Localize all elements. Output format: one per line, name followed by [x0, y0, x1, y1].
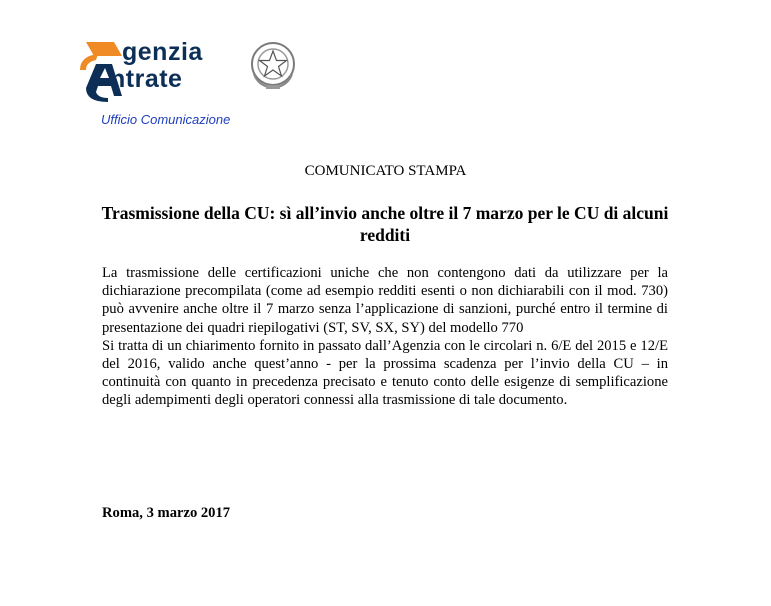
paragraph-2: Si tratta di un chiarimento fornito in passato dall’Agenzia con le circolari n. 6/E del 2015 e 12/E del 2016, valido anche quest’anno - per la prossima scadenza per l’invio della CU – in continuità con quanto in precedenza precisato e tenuto conto delle esigenze di semplificazione degli adempimenti degli operatori connessi alla trasmissione di tale documento. — [102, 337, 668, 409]
document-title: Trasmissione della CU: sì all’invio anche oltre il 7 marzo per le CU di alcuni redditi — [101, 203, 669, 245]
document-body — [102, 264, 668, 410]
document-type-label: COMUNICATO STAMPA — [304, 163, 467, 179]
italian-republic-emblem-icon — [248, 40, 298, 92]
logo-entrate-text: ntrate — [110, 65, 183, 93]
place-date-signature: Roma, 3 marzo 2017 — [102, 505, 231, 521]
logo-agenzia-text: genzia — [122, 38, 203, 66]
paragraph-1: La trasmissione delle certificazioni uniche che non contengono dati da utilizzare per la dichiarazione precompilata (come ad esempio redditi esenti o non dichiarabili con il mod. 730) può avvenire anche oltre il 7 marzo senza l’applicazione di sanzioni, purché entro il termine di presentazione dei quadri riepilogativi (ST, SV, SX, SY) del modello 770 — [102, 265, 668, 336]
office-name: Ufficio Comunicazione — [101, 112, 231, 127]
